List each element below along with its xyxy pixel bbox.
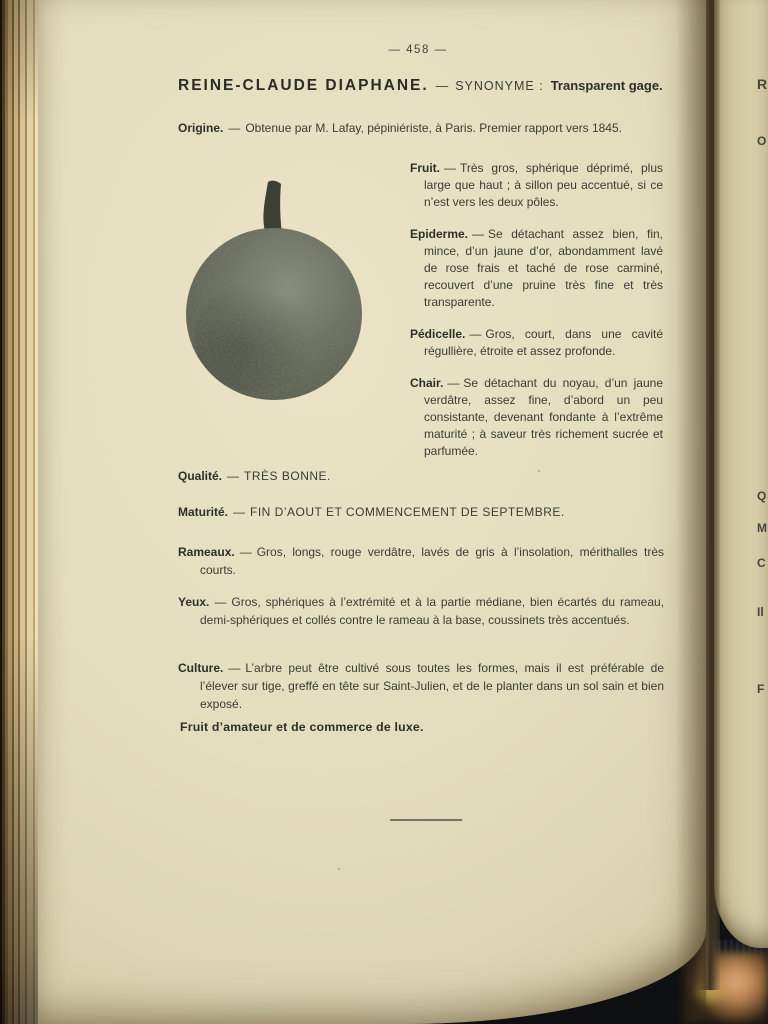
rameaux-text: Gros, longs, rouge verdâtre, lavés de gris à l’insolation, mérithalles très courts. — [200, 545, 664, 577]
chair-label: Chair. — [410, 376, 444, 390]
left-page — [38, 0, 706, 1024]
fruit-section — [410, 160, 663, 211]
rameaux-label: Rameaux. — [178, 545, 235, 559]
dash-separator: — — [233, 505, 246, 519]
next-page-text-fragment: Il — [757, 605, 764, 619]
page-stack-edge — [0, 0, 40, 1024]
pedicelle-text: Gros, court, dans une cavité régullière, étroite et assez profonde. — [424, 327, 663, 358]
right-column — [410, 160, 663, 475]
closing-statement: Fruit d’amateur et de commerce de luxe. — [180, 720, 424, 734]
plum-illustration — [184, 176, 364, 406]
dash-separator: — — [214, 595, 227, 609]
dash-separator: — — [228, 121, 241, 135]
dash-separator: — — [469, 327, 482, 341]
paper-speck — [338, 868, 340, 870]
qualite-section — [178, 469, 331, 483]
variety-heading — [178, 77, 703, 95]
fruit-label: Fruit. — [410, 161, 440, 175]
next-page-text-fragment: F — [757, 682, 765, 696]
epiderme-text: Se détachant assez bien, fin, mince, d’un jaune d’or, abondamment lavé de rose frais et taché de rose carminé, recouvert d’une pruine très fine et très transparente. — [424, 227, 663, 309]
dash-separator: — — [228, 661, 241, 675]
dash-separator: — — [444, 161, 456, 175]
next-page-text-fragment: Q — [757, 489, 767, 503]
dash-separator: — — [435, 79, 449, 93]
pedicelle-section — [410, 326, 663, 360]
page-number: — 458 — — [388, 44, 448, 56]
section-divider-rule — [390, 819, 462, 821]
fruit-text: Très gros, sphérique déprimé, plus large que haut ; à sillon peu accentué, si ce n’est vers les deux pôles. — [424, 161, 663, 209]
culture-section — [178, 659, 664, 713]
maturite-text: FIN D’AOUT ET COMMENCEMENT DE SEPTEMBRE. — [250, 505, 565, 519]
qualite-label: Qualité. — [178, 469, 223, 483]
maturite-section — [178, 505, 565, 519]
synonyme-value: Transparent gage. — [550, 78, 663, 93]
paper-speck — [583, 90, 585, 92]
synonyme-label: SYNONYME : — [455, 79, 544, 93]
dash-separator: — — [447, 376, 460, 390]
next-page-text-fragment: R — [757, 76, 768, 92]
chair-section — [410, 375, 663, 460]
next-page-text-fragment: M — [757, 521, 767, 535]
origine-section — [178, 121, 622, 135]
paper-speck — [538, 470, 540, 472]
epiderme-label: Epiderme. — [410, 227, 469, 241]
origine-label: Origine. — [178, 121, 224, 135]
plum-figure — [184, 176, 364, 406]
yeux-section — [178, 593, 664, 629]
culture-label: Culture. — [178, 661, 224, 675]
next-page-text-fragment: O — [757, 134, 767, 148]
dash-separator: — — [227, 469, 240, 483]
pedicelle-label: Pédicelle. — [410, 327, 466, 341]
maturite-label: Maturité. — [178, 505, 229, 519]
next-page-edge — [714, 0, 768, 948]
yeux-label: Yeux. — [178, 595, 210, 609]
variety-name: REINE-CLAUDE DIAPHANE. — [178, 77, 429, 94]
epiderme-section — [410, 226, 663, 311]
dash-separator: — — [472, 227, 485, 241]
dash-separator: — — [239, 545, 252, 559]
rameaux-section — [178, 543, 664, 579]
origine-text: Obtenue par M. Lafay, pépiniériste, à Paris. Premier rapport vers 1845. — [245, 121, 622, 135]
chair-text: Se détachant du noyau, d’un jaune verdâtre, assez fine, d’abord un peu consistante, devenant fondante à l’extrême maturité ; à saveur très richement sucrée et parfumée. — [424, 376, 663, 458]
culture-text: L’arbre peut être cultivé sous toutes les formes, mais il est préférable de l’élever sur tige, greffé en tête sur Saint-Julien, et de le planter dans un sol sain et bien exposé. — [200, 661, 664, 711]
next-page-text-fragment: C — [757, 556, 766, 570]
yeux-text: Gros, sphériques à l’extrémité et à la partie médiane, bien écartés du rameau, demi-sphériques et collés contre le rameau à la base, coussinets très accentués. — [200, 595, 664, 627]
qualite-text: TRÈS BONNE. — [244, 469, 331, 483]
